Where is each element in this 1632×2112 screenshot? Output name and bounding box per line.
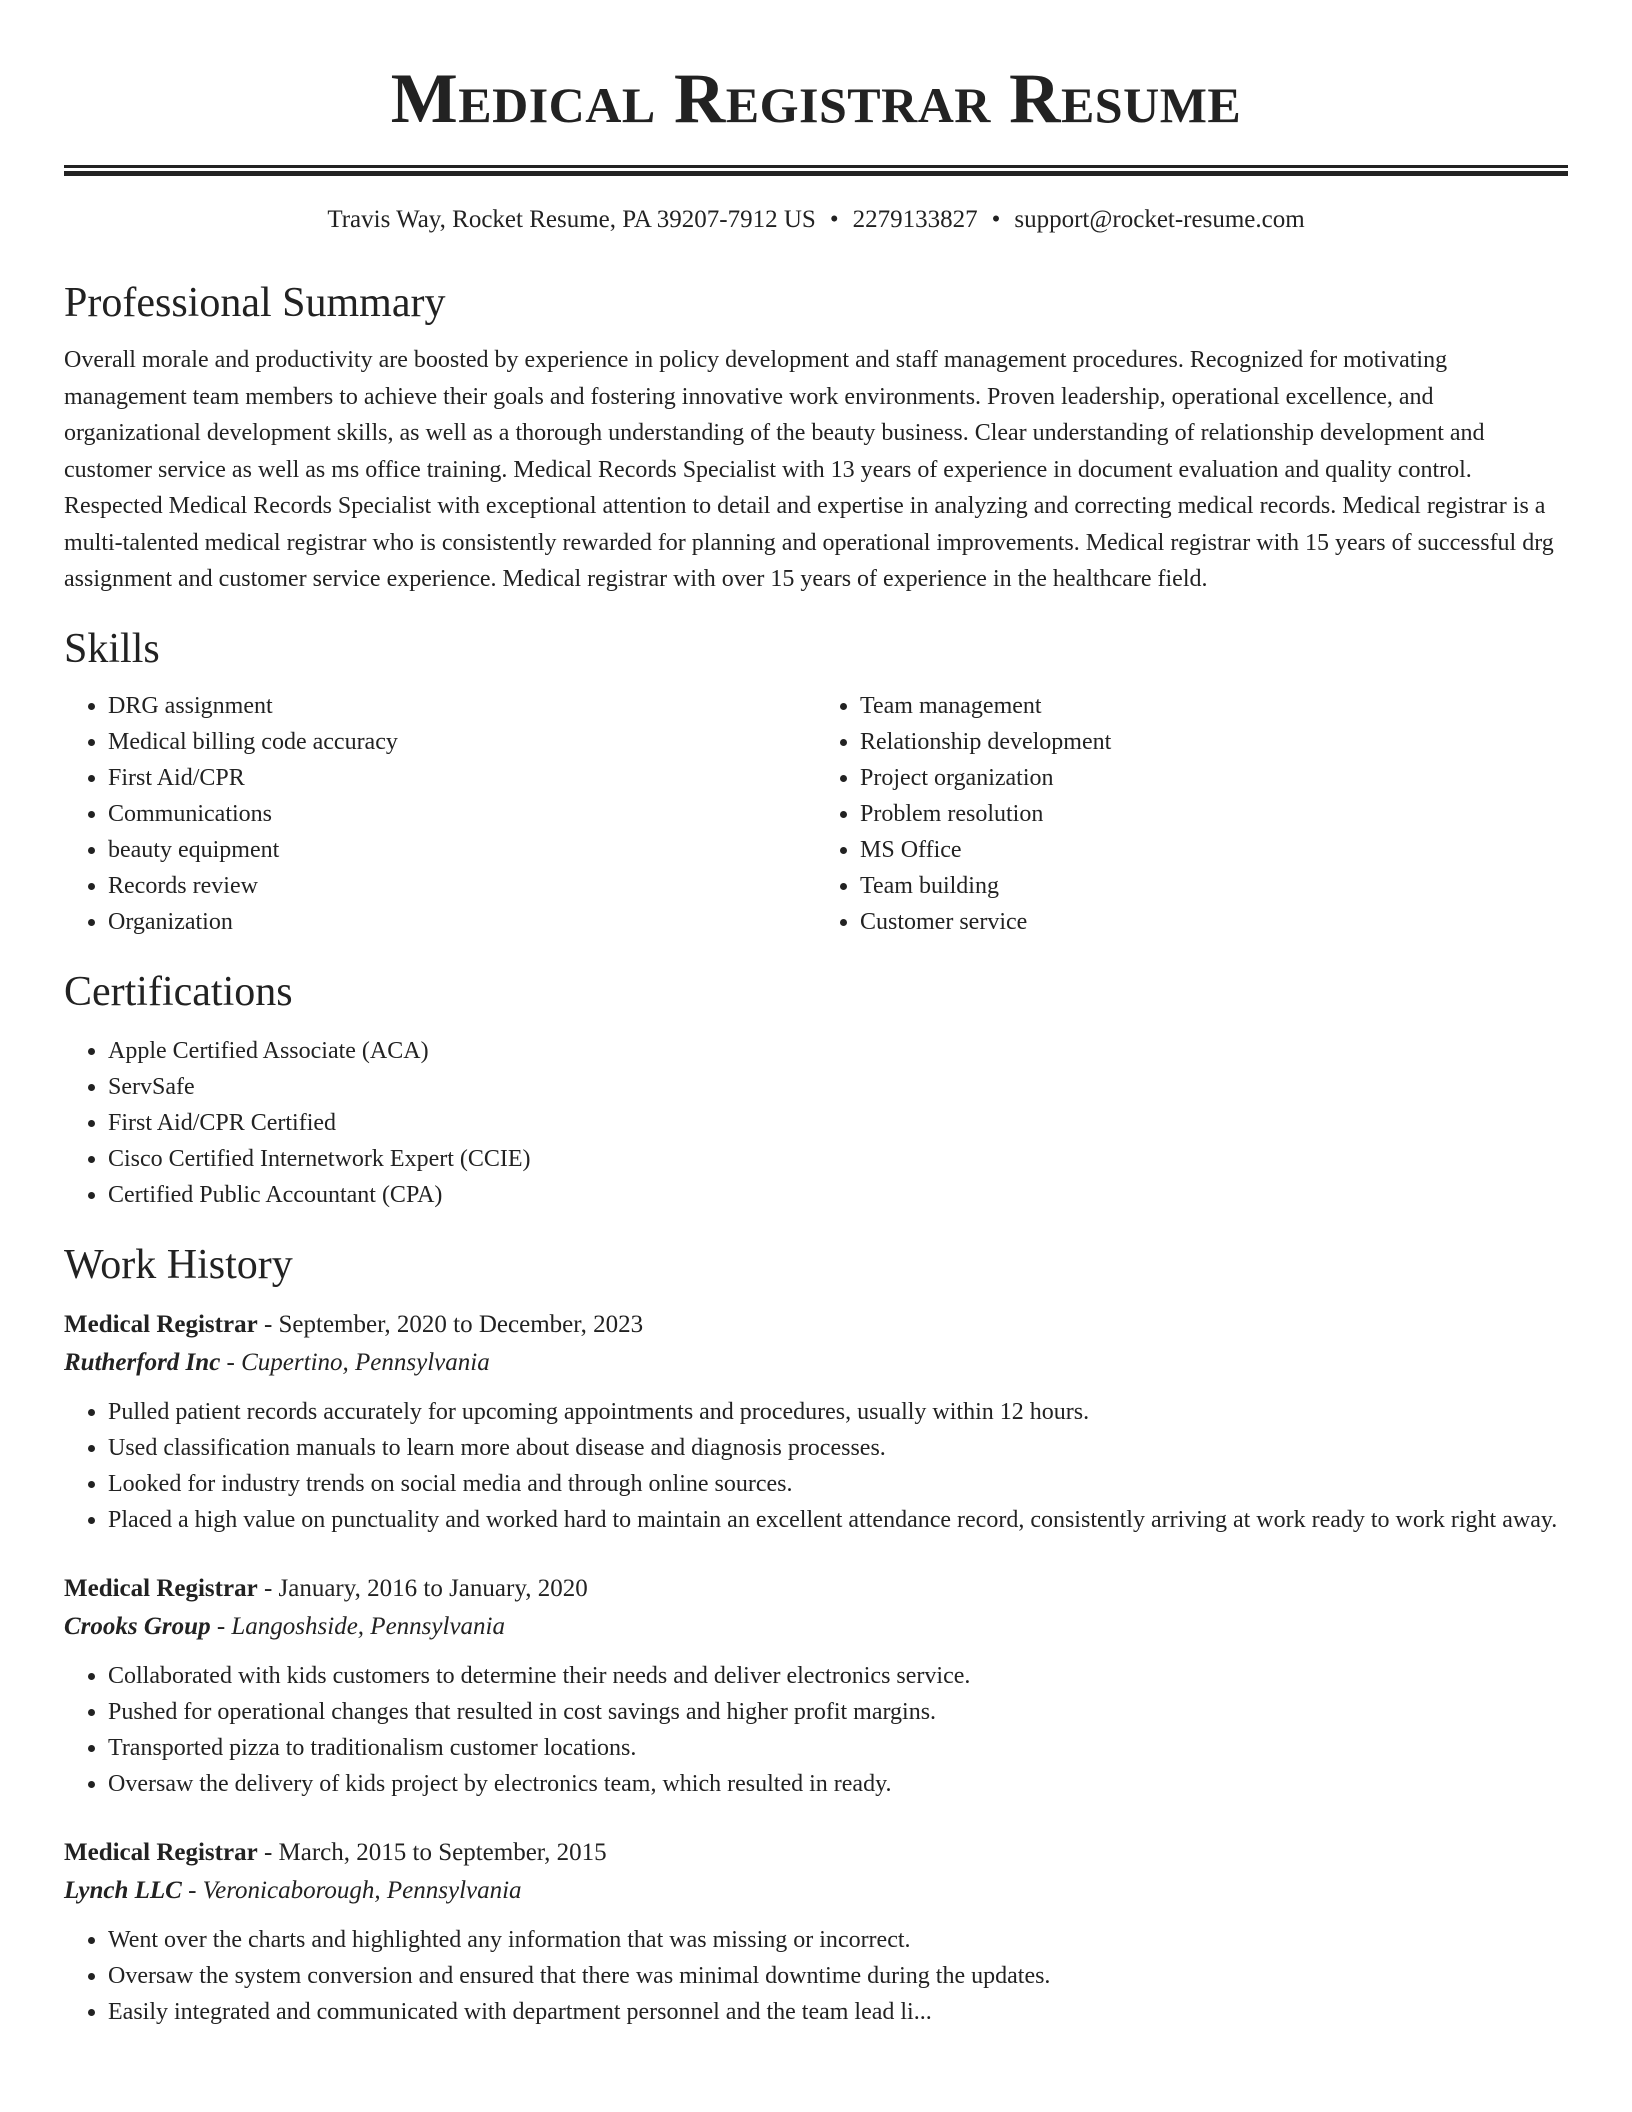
skill-item: • beauty equipment: [108, 832, 816, 868]
contact-phone: 2279133827: [852, 206, 978, 233]
job-bullet: • Placed a high value on punctuality and worked hard to maintain an excellent attendance record, consistently arriving at work ready to work right away.: [108, 1502, 1568, 1538]
certification-item: • ServSafe: [108, 1069, 1568, 1105]
section-heading-certifications: Certifications: [64, 968, 293, 1015]
skill-item: • MS Office: [860, 832, 1568, 868]
section-heading-summary: Professional Summary: [64, 280, 446, 326]
contact-separator: •: [829, 206, 839, 233]
job-bullet: • Oversaw the delivery of kids project by electronics team, which resulted in ready.: [108, 1766, 1568, 1802]
page-title: Medical Registrar Resume: [390, 60, 1242, 138]
job-title-line: [64, 1834, 1568, 1872]
job-bullets: [64, 1394, 1568, 1538]
job-bullet: • Oversaw the system conversion and ensured that there was minimal downtime during the updates.: [108, 1958, 1568, 1994]
contact-address: Travis Way, Rocket Resume, PA 39207-7912 US: [327, 206, 816, 233]
job-bullet: • Collaborated with kids customers to determine their needs and deliver electronics service.: [108, 1658, 1568, 1694]
skill-item: • Team management: [860, 688, 1568, 724]
job-title: Medical Registrar: [64, 1574, 258, 1602]
job-title: Medical Registrar: [64, 1838, 258, 1866]
skill-item: • Communications: [108, 796, 816, 832]
job-dates: - March, 2015 to September, 2015: [257, 1838, 607, 1866]
job-company: Rutherford Inc: [64, 1348, 221, 1376]
section-heading-skills: Skills: [64, 625, 160, 672]
job-bullets: [64, 1922, 1568, 2030]
job-bullet: • Pulled patient records accurately for upcoming appointments and procedures, usually within 12 hours.: [108, 1394, 1568, 1430]
skill-item: • Records review: [108, 868, 816, 904]
job-entry: [64, 1306, 1568, 1538]
job-company: Crooks Group: [64, 1612, 211, 1640]
certification-item: • Cisco Certified Internetwork Expert (CCIE): [108, 1141, 1568, 1177]
skills-list: [64, 688, 1568, 940]
summary-text: Overall morale and productivity are boosted by experience in policy development and staff management procedures. Recognized for motivating management team members to achieve their goals and fostering innovative work environments. Proven leadership, operational excellence, and organizational development skills, as well as a thorough understanding of the beauty business. Clear understanding of relationship development and customer service as well as ms office training. Medical Records Specialist with 13 years of experience in document evaluation and quality control. Respected Medical Records Specialist with exceptional attention to detail and expertise in analyzing and correcting medical records. Medical registrar is a multi-talented medical registrar who is consistently rewarded for planning and operational improvements. Medical registrar with 15 years of successful drg assignment and customer service experience. Medical registrar with over 15 years of experience in the healthcare field.: [64, 347, 1554, 592]
skill-item: • First Aid/CPR: [108, 760, 816, 796]
skill-item: • Relationship development: [860, 724, 1568, 760]
job-dates: - September, 2020 to December, 2023: [257, 1310, 644, 1338]
job-title-line: [64, 1570, 1568, 1608]
job-bullet: • Used classification manuals to learn more about disease and diagnosis processes.: [108, 1430, 1568, 1466]
job-entry: [64, 1834, 1568, 2030]
skill-item: • Customer service: [860, 904, 1568, 940]
skill-item: • Problem resolution: [860, 796, 1568, 832]
job-company-line: [64, 1872, 1568, 1910]
job-company-line: [64, 1344, 1568, 1382]
job-bullet: • Went over the charts and highlighted any information that was missing or incorrect.: [108, 1922, 1568, 1958]
job-location: - Langoshside, Pennsylvania: [210, 1612, 505, 1640]
contact-email: support@rocket-resume.com: [1014, 206, 1305, 233]
job-title-line: [64, 1306, 1568, 1344]
section-heading-work-history: Work History: [64, 1241, 293, 1288]
certifications-list: [64, 1033, 1568, 1213]
title-divider: [64, 165, 1568, 176]
certification-item: • Apple Certified Associate (ACA): [108, 1033, 1568, 1069]
job-bullet: • Looked for industry trends on social media and through online sources.: [108, 1466, 1568, 1502]
skill-item: • Medical billing code accuracy: [108, 724, 816, 760]
job-dates: - January, 2016 to January, 2020: [257, 1574, 588, 1602]
skills-column-right: [816, 688, 1568, 940]
certification-item: • Certified Public Accountant (CPA): [108, 1177, 1568, 1213]
skills-column-left: [64, 688, 816, 940]
skill-item: • Organization: [108, 904, 816, 940]
job-bullet: • Pushed for operational changes that resulted in cost savings and higher profit margins.: [108, 1694, 1568, 1730]
job-company: Lynch LLC: [64, 1876, 182, 1904]
job-title: Medical Registrar: [64, 1310, 258, 1338]
job-location: - Cupertino, Pennsylvania: [220, 1348, 490, 1376]
skill-item: • Team building: [860, 868, 1568, 904]
contact-separator: •: [991, 206, 1001, 233]
job-location: - Veronicaborough, Pennsylvania: [181, 1876, 522, 1904]
job-bullet: • Transported pizza to traditionalism customer locations.: [108, 1730, 1568, 1766]
job-bullet: • Easily integrated and communicated with department personnel and the team lead li...: [108, 1994, 1568, 2030]
skill-item: • DRG assignment: [108, 688, 816, 724]
certification-item: • First Aid/CPR Certified: [108, 1105, 1568, 1141]
job-entry: [64, 1570, 1568, 1802]
job-company-line: [64, 1608, 1568, 1646]
contact-line: [64, 203, 1568, 237]
job-bullets: [64, 1658, 1568, 1802]
skill-item: • Project organization: [860, 760, 1568, 796]
